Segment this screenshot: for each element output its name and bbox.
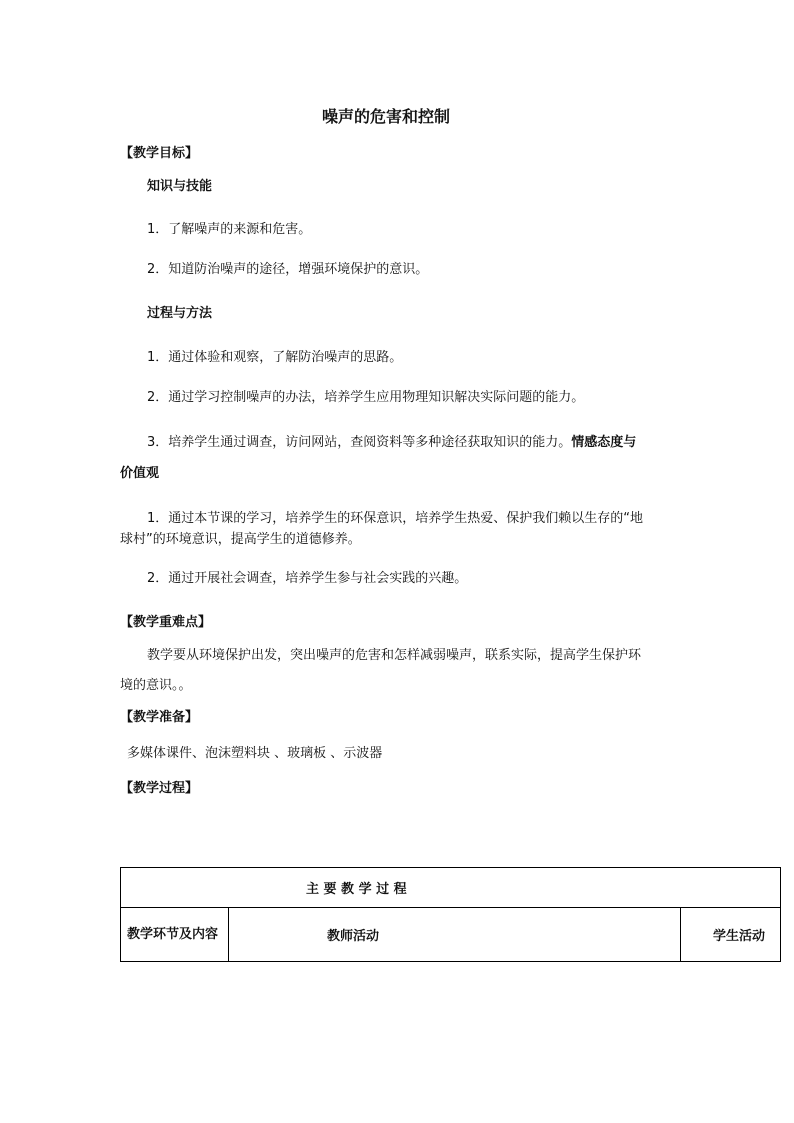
col-teacher: 教师活动 [229,908,681,962]
heading-knowledge: 知识与技能 [147,179,213,194]
preparation-text: 多媒体课件、泡沫塑料块 、玻璃板 、示波器 [127,746,383,761]
heading-goals: 【教学目标】 [120,146,199,161]
heading-attitude-part2: 价值观 [120,466,160,481]
col-stage: 教学环节及内容 [121,908,229,962]
process-item-3-line [147,434,636,452]
heading-key-points: 【教学重难点】 [120,615,212,630]
attitude-item-1-line2: 球村”的环境意识，提高学生的道德修养。 [120,532,361,547]
table-header: 主 要 教 学 过 程 [121,868,781,908]
process-item-3: 3．培养学生通过调查，访问网站，查阅资料等多种途径获取知识的能力。 [147,435,572,450]
teaching-process-table [120,867,781,962]
heading-attitude-part1: 情感态度与 [571,435,637,450]
heading-preparation: 【教学准备】 [120,710,199,725]
knowledge-item-1: 1．了解噪声的来源和危害。 [147,222,312,237]
table-header-row [121,868,781,908]
table-columns-row [121,908,781,962]
process-item-2: 2．通过学习控制噪声的办法，培养学生应用物理知识解决实际问题的能力。 [147,390,585,405]
attitude-item-1-line1: 1．通过本节课的学习，培养学生的环保意识，培养学生热爱、保护我们赖以生存的“地 [147,511,644,526]
key-points-line1: 教学要从环境保护出发，突出噪声的危害和怎样减弱噪声，联系实际，提高学生保护环 [147,648,642,663]
knowledge-item-2: 2．知道防治噪声的途径，增强环境保护的意识。 [147,262,429,277]
col-student: 学生活动 [681,908,781,962]
heading-procedure: 【教学过程】 [120,781,199,796]
attitude-item-2: 2．通过开展社会调查，培养学生参与社会实践的兴趣。 [147,571,468,586]
page-title: 噪声的危害和控制 [322,107,451,126]
heading-process: 过程与方法 [147,306,213,321]
key-points-line2: 境的意识。。 [120,678,192,693]
process-item-1: 1．通过体验和观察，了解防治噪声的思路。 [147,350,403,365]
